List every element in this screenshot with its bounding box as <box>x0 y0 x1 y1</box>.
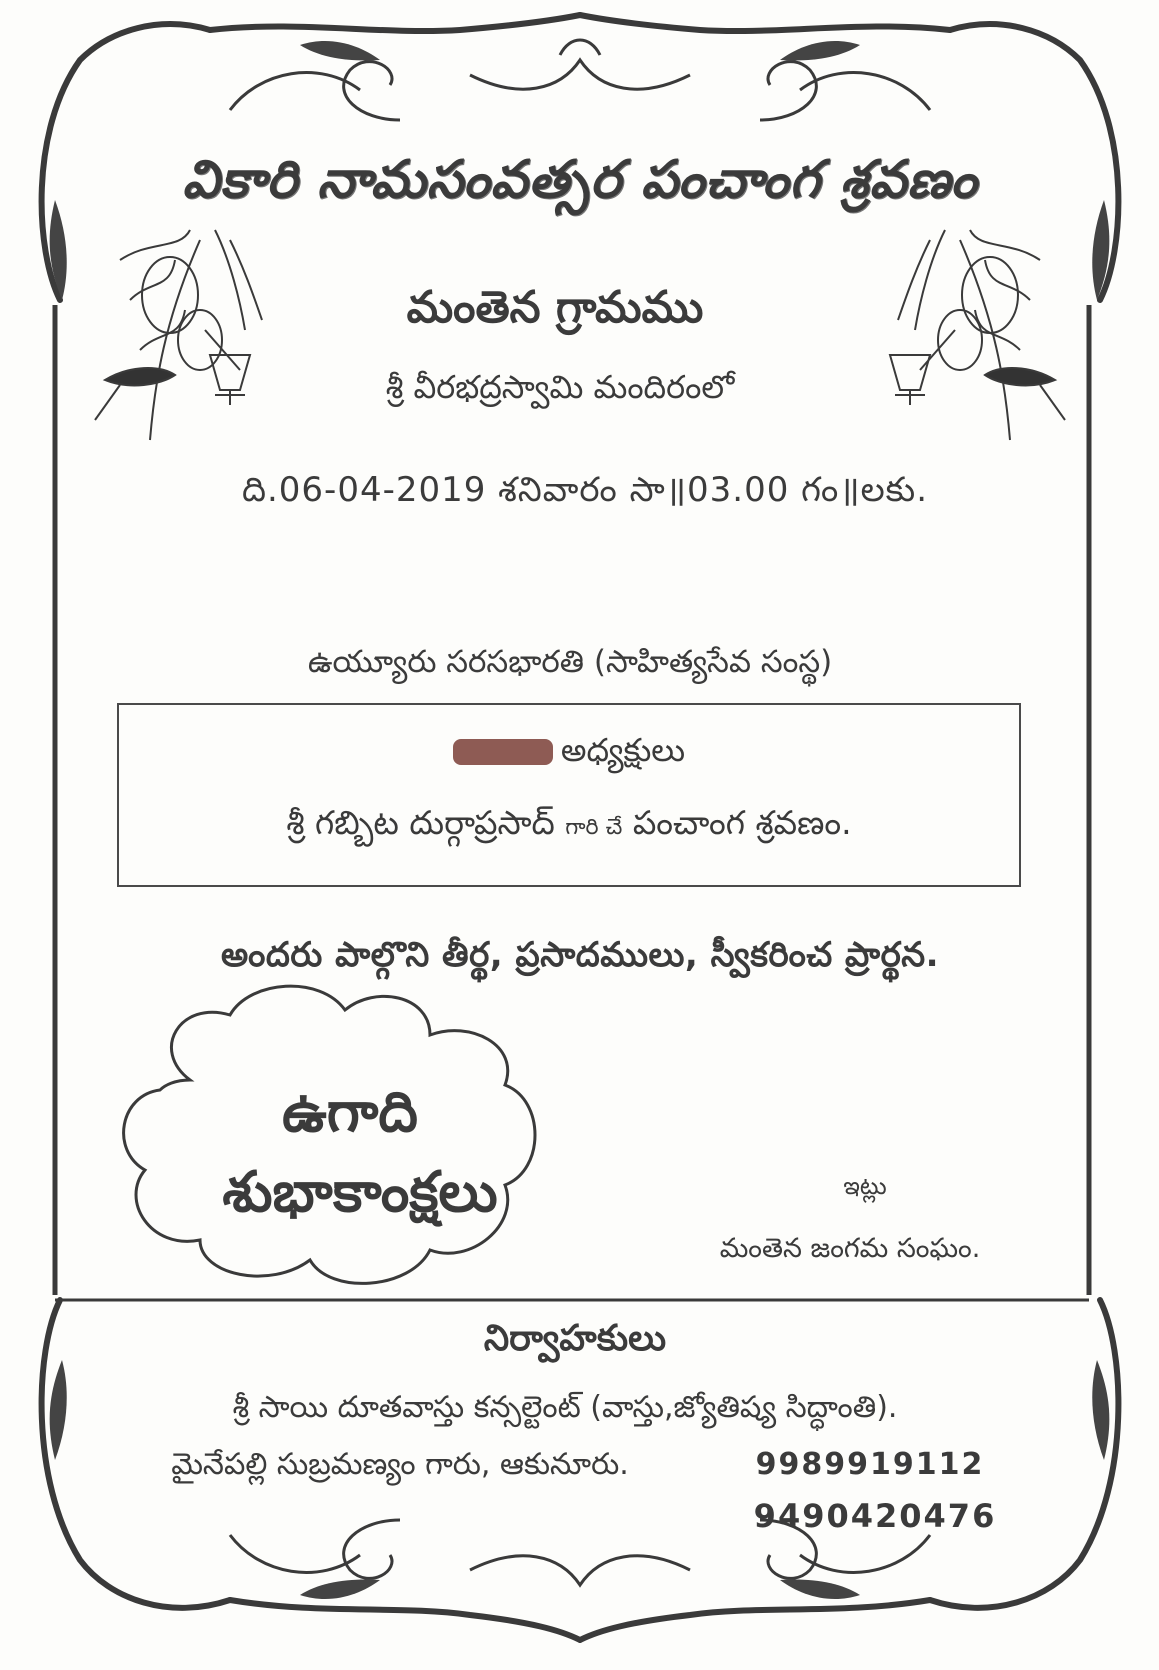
page-title: వికారి నామసంవత్సర పంచాంగ శ్రవణం <box>182 150 978 210</box>
left-festival-illustration <box>95 230 262 440</box>
phone-number-2: 9490420476 <box>753 1497 997 1535</box>
ink-smudge <box>453 739 553 765</box>
phone-number-1: 9989919112 <box>755 1447 985 1482</box>
consultant-line: శ్రీ సాయి దూతవాస్తు కన్సల్టెంట్ (వాస్తు,జ్యోతిష్య సిద్ధాంతి). <box>232 1390 898 1425</box>
sign-off-name: మంతెన జంగమ సంఘం. <box>719 1233 981 1264</box>
speaker-line <box>119 803 1019 850</box>
date-time-line: ది.06-04-2019 శనివారం సా॥03.00 గం॥లకు. <box>241 470 929 510</box>
organizer-person: మైనేపల్లి సుబ్రమణ్యం గారు, ఆకునూరు. <box>171 1447 629 1482</box>
organizers-heading: నిర్వాహకులు <box>483 1318 667 1359</box>
greeting-line-1: ఉగాది <box>282 1080 418 1145</box>
speaker-box <box>117 703 1021 887</box>
sign-off-label: ఇట్లు <box>843 1172 887 1200</box>
organization-name: ఉయ్యూరు సరసభారతి (సాహిత్యసేవ సంస్థ) <box>307 644 833 680</box>
role-label: అధ్యక్షులు <box>560 731 686 769</box>
role-line <box>119 731 1019 777</box>
speaker-event: పంచాంగ శ్రవణం. <box>632 803 852 842</box>
village-name: మంతెన గ్రామము <box>406 282 704 333</box>
right-festival-illustration <box>890 230 1065 440</box>
invitation-request: అందరు పాల్గొని తీర్థ, ప్రసాదములు, స్వీకరించ ప్రార్థన. <box>220 935 940 975</box>
speaker-name: శ్రీ గబ్బిట దుర్గాప్రసాద్ <box>286 803 555 842</box>
greeting-line-2: శుభాకాంక్షలు <box>222 1160 498 1225</box>
temple-venue: శ్రీ వీరభద్రస్వామి మందిరంలో <box>385 368 735 406</box>
speaker-honorific: గారి చే <box>565 815 623 840</box>
